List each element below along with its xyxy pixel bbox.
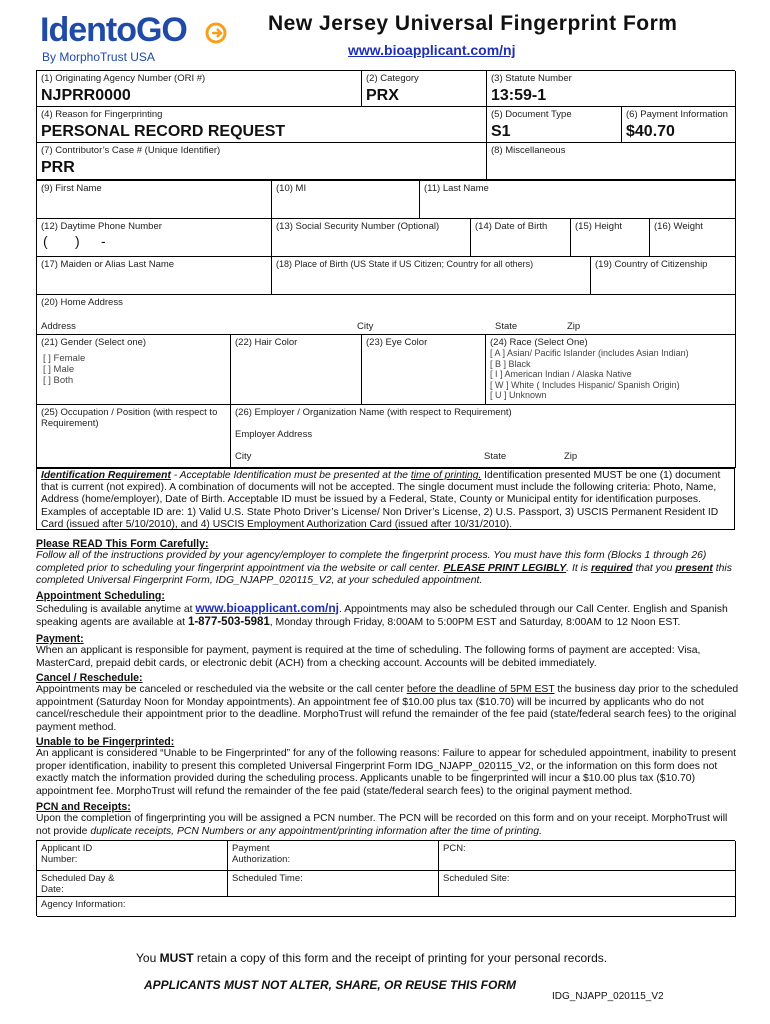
field-mi[interactable] xyxy=(272,179,420,219)
field-ssn-label: (13) Social Security Number (Optional) xyxy=(276,221,440,232)
payment-authorization-label: Payment Authorization: xyxy=(232,843,291,865)
field-weight[interactable] xyxy=(650,219,736,257)
field-document-type[interactable] xyxy=(487,107,622,143)
field-weight-label: (16) Weight xyxy=(654,221,703,232)
pcn-table xyxy=(36,840,735,916)
field-last-name[interactable] xyxy=(420,179,736,219)
id-requirement-title: Identification Requirement xyxy=(41,470,171,481)
payment-title: Payment: xyxy=(36,633,84,645)
unable-title: Unable to be Fingerprinted: xyxy=(36,736,175,748)
id-requirement-box xyxy=(36,467,735,530)
field-miscellaneous[interactable] xyxy=(487,143,736,181)
scheduling-title: Appointment Scheduling: xyxy=(36,590,165,602)
field-place-of-birth-label: (18) Place of Birth (US State if US Citizen; Country for all others) xyxy=(276,259,534,269)
id-requirement-italic: - Acceptable Identification must be presented at the xyxy=(170,470,411,481)
read-text-present: present xyxy=(675,562,713,574)
field-statute[interactable] xyxy=(487,71,736,107)
scheduled-day-label: Scheduled Day & Date: xyxy=(41,873,115,895)
field-category-label: (2) Category xyxy=(366,73,419,84)
agency-information-label: Agency Information: xyxy=(41,899,126,910)
footer-text-2: retain a copy of this form and the receipt of printing for your personal records. xyxy=(193,951,608,965)
field-last-name-label: (11) Last Name xyxy=(424,183,489,194)
field-payment-info-value: $40.70 xyxy=(626,123,675,140)
cancel-text-3: the business day prior to the scheduled appointment (Saturday Noon for Monday appointments). An appointment fee of $10.00 plus tax ($10.70) will be incurred by applicants who do not cancel/reschedule their appointment prior to the deadline. MorphoTrust will refund the remainder of the fee paid (state/federal search fees) to the original payment method. xyxy=(36,684,739,733)
id-requirement-text: Identification presented MUST be one (1) document that is current (not expired). A combination of documents will not be accepted. The single document must include the following criteria: Photo, Name, Address (home/employer), Date of Birth. Acceptable ID must be issued by a Federal, State, County or Municipal entity for identification purposes. Examples of acceptable ID are: 1) Valid U.S. State Photo Driver’s License/ Non Driver’s License, 2) U.S. Passport, 3) USCIS Permanent Resident ID Card (issued after 5/10/2010), and 4) USCIS Employment Authorization Card (issued after 10/31/2010). xyxy=(41,470,721,530)
field-height-label: (15) Height xyxy=(575,221,622,232)
page-title: New Jersey Universal Fingerprint Form xyxy=(268,12,678,35)
scheduled-site-cell[interactable] xyxy=(439,871,736,897)
header-url-link[interactable]: www.bioapplicant.com/nj xyxy=(348,42,516,58)
pcn-text-2: duplicate receipts, PCN Numbers or any appointment/printing information after the time of printing. xyxy=(90,825,542,837)
home-address-state-label: State xyxy=(495,321,518,332)
field-document-type-value: S1 xyxy=(491,123,511,140)
cancel-section xyxy=(36,672,741,734)
scheduling-section xyxy=(36,590,741,629)
field-category[interactable] xyxy=(362,71,487,107)
field-race-label: (24) Race (Select One) xyxy=(490,337,588,348)
read-text-7: this completed Universal Fingerprint Form, IDG_NJAPP_020115_V2, at your scheduled appointment. xyxy=(36,562,732,587)
read-text-print-legibly: PLEASE PRINT LEGIBLY xyxy=(443,562,567,574)
field-eye-color-label: (23) Eye Color xyxy=(366,337,428,348)
field-race[interactable] xyxy=(486,335,736,405)
logo xyxy=(40,10,230,65)
field-phone[interactable] xyxy=(37,219,272,257)
logo-text: IdentoGO xyxy=(40,11,187,49)
home-address-city-label: City xyxy=(357,321,374,332)
field-category-value: PRX xyxy=(366,87,399,104)
field-case-number-label: (7) Contributor’s Case # (Unique Identifier) xyxy=(41,145,221,156)
field-payment-info-label: (6) Payment Information xyxy=(626,109,728,120)
field-home-address-label: (20) Home Address xyxy=(41,297,123,308)
field-employer[interactable] xyxy=(231,405,736,468)
field-employer-label: (26) Employer / Organization Name (with respect to Requirement) xyxy=(235,407,512,418)
scheduling-text-3: , Monday through Friday, 8:00AM to 5:00PM EST and Saturday, 8:00AM to 12 Noon EST. xyxy=(269,617,681,629)
payment-text: When an applicant is responsible for payment, payment is required at the time of scheduling. The following forms of payment are accepted: Visa, MasterCard, prepaid debit cards, or electronic debit (ACH) from a checking account. Accounts will be debited immediately. xyxy=(36,645,701,669)
field-maiden-name[interactable] xyxy=(37,257,272,295)
home-address-address-label: Address xyxy=(41,321,76,332)
id-requirement-italic-underline: time of printing. xyxy=(410,470,482,481)
field-occupation-label-2: Requirement) xyxy=(41,418,99,429)
gender-option-both[interactable]: [ ] Both xyxy=(43,375,74,386)
scheduling-text-2: . Appointments may also be scheduled through our Call Center. English and Spanish speaking agents are available at xyxy=(36,604,728,629)
gender-option-female[interactable]: [ ] Female xyxy=(43,353,86,364)
applicant-id-label: Applicant ID Number: xyxy=(41,843,93,865)
cancel-title: Cancel / Reschedule: xyxy=(36,672,143,684)
field-maiden-name-label: (17) Maiden or Alias Last Name xyxy=(41,259,175,270)
field-phone-label: (12) Daytime Phone Number xyxy=(41,221,162,232)
field-eye-color[interactable] xyxy=(362,335,486,405)
field-ori-label: (1) Originating Agency Number (ORI #) xyxy=(41,73,206,84)
employer-city-label: City xyxy=(235,451,252,462)
field-mi-label: (10) MI xyxy=(276,183,307,194)
logo-arrow-icon xyxy=(205,22,227,44)
field-first-name[interactable] xyxy=(37,179,272,219)
field-dob-label: (14) Date of Birth xyxy=(475,221,548,232)
employer-state-label: State xyxy=(484,451,507,462)
race-option-unknown[interactable]: [ U ] Unknown xyxy=(490,390,547,401)
applicant-id-cell[interactable] xyxy=(37,841,228,871)
read-text-3: . It is xyxy=(566,562,591,574)
field-hair-color-label: (22) Hair Color xyxy=(235,337,298,348)
read-section xyxy=(36,538,741,588)
footer-warning: APPLICANTS MUST NOT ALTER, SHARE, OR REUSE THIS FORM xyxy=(144,978,517,992)
field-statute-label: (3) Statute Number xyxy=(491,73,572,84)
scheduled-day-cell[interactable] xyxy=(37,871,228,897)
race-option-asian[interactable]: [ A ] Asian/ Pacific Islander (includes Asian Indian) xyxy=(490,348,689,358)
field-document-type-label: (5) Document Type xyxy=(491,109,572,120)
footer-retain-note xyxy=(136,951,607,965)
scheduled-time-cell[interactable] xyxy=(228,871,439,897)
field-gender[interactable] xyxy=(37,335,231,405)
field-ori[interactable] xyxy=(37,71,362,107)
field-payment-info[interactable] xyxy=(622,107,736,143)
phone-paren-open: ( xyxy=(43,233,48,249)
scheduling-phone: 1-877-503-5981 xyxy=(187,616,270,629)
unable-section xyxy=(36,736,741,798)
logo-subtitle: By MorphoTrust USA xyxy=(42,50,155,64)
employer-address-label: Employer Address xyxy=(235,429,313,440)
scheduling-link[interactable]: www.bioapplicant.com/nj xyxy=(195,601,339,616)
field-gender-label: (21) Gender (Select one) xyxy=(41,337,147,348)
pcn-text-1: Upon the completion of fingerprinting you will be assigned a PCN number. The PCN will be recorded on this form and on your receipt. MorphoTrust will not provide xyxy=(36,813,728,837)
read-text-required: required xyxy=(591,562,633,574)
field-miscellaneous-label: (8) Miscellaneous xyxy=(491,145,566,156)
field-case-number-value: PRR xyxy=(41,159,75,176)
field-reason[interactable] xyxy=(37,107,487,143)
gender-option-male[interactable]: [ ] Male xyxy=(43,364,75,375)
field-reason-value: PERSONAL RECORD REQUEST xyxy=(41,123,286,140)
read-text-5: that you xyxy=(632,562,676,574)
race-option-black[interactable]: [ B ] Black xyxy=(490,358,531,369)
race-option-white[interactable]: [ W ] White ( Includes Hispanic/ Spanish Origin) xyxy=(490,379,680,390)
pcn-section xyxy=(36,801,741,838)
scheduling-text-1: Scheduling is available anytime at xyxy=(36,604,196,616)
field-occupation-label: (25) Occupation / Position (with respect to xyxy=(41,407,218,418)
phone-dash: - xyxy=(101,233,106,249)
phone-paren-close: ) xyxy=(75,233,80,249)
field-citizenship-label: (19) Country of Citizenship xyxy=(595,259,708,270)
field-case-number[interactable] xyxy=(37,143,487,181)
pcn-title: PCN and Receipts: xyxy=(36,801,131,813)
read-section-title: Please READ This Form Carefully: xyxy=(36,538,209,550)
unable-text: An applicant is considered “Unable to be Fingerprinted” for any of the following reasons: Failure to appear for scheduled appointment, inability to present proper identification, inability to present this completed Universal Fingerprint Form IDG_NJAPP_020115_V2, or the information on this form does not exactly match the information provided during the scheduling process. Applicants unable to be fingerprinted will incur a $10.00 plus tax ($10.70) appointment fee. MorphoTrust will refund the remainder of the fee paid (state/federal search fees) to the original payment method. xyxy=(36,748,737,797)
field-occupation[interactable] xyxy=(37,405,231,468)
field-reason-label: (4) Reason for Fingerprinting xyxy=(41,109,163,120)
employer-zip-label: Zip xyxy=(564,451,578,462)
race-option-american-indian[interactable]: [ I ] American Indian / Alaska Native xyxy=(490,369,632,380)
pcn-cell[interactable] xyxy=(439,841,736,871)
field-home-address[interactable] xyxy=(37,295,736,335)
scheduled-time-label: Scheduled Time: xyxy=(232,873,303,884)
home-address-zip-label: Zip xyxy=(567,321,581,332)
field-first-name-label: (9) First Name xyxy=(41,183,102,194)
field-ssn[interactable] xyxy=(272,219,471,257)
footer-must: MUST xyxy=(159,951,194,965)
field-height[interactable] xyxy=(571,219,650,257)
scheduled-site-label: Scheduled Site: xyxy=(443,873,510,884)
payment-authorization-cell[interactable] xyxy=(228,841,439,871)
footer-text-1: You xyxy=(136,951,160,965)
field-statute-value: 13:59-1 xyxy=(491,87,547,104)
cancel-text-deadline: before the deadline of 5PM EST xyxy=(406,684,555,696)
field-dob[interactable] xyxy=(471,219,571,257)
pcn-label: PCN: xyxy=(443,843,466,854)
form-code: IDG_NJAPP_020115_V2 xyxy=(552,991,664,1002)
read-text-1: Follow all of the instructions provided by your agency/employer to complete the fingerprint process. You must have this form (Blocks 1 through 26) completed prior to scheduling your fingerprint appointment via the website or call center. xyxy=(36,550,707,574)
fingerprint-form xyxy=(36,70,735,467)
payment-section xyxy=(36,633,741,670)
field-hair-color[interactable] xyxy=(231,335,362,405)
field-ori-value: NJPRR0000 xyxy=(41,87,131,104)
field-citizenship[interactable] xyxy=(591,257,736,295)
cancel-text-1: Appointments may be canceled or rescheduled via the website or the call center xyxy=(36,684,407,696)
field-place-of-birth[interactable] xyxy=(272,257,591,295)
agency-information-cell[interactable] xyxy=(37,897,736,917)
